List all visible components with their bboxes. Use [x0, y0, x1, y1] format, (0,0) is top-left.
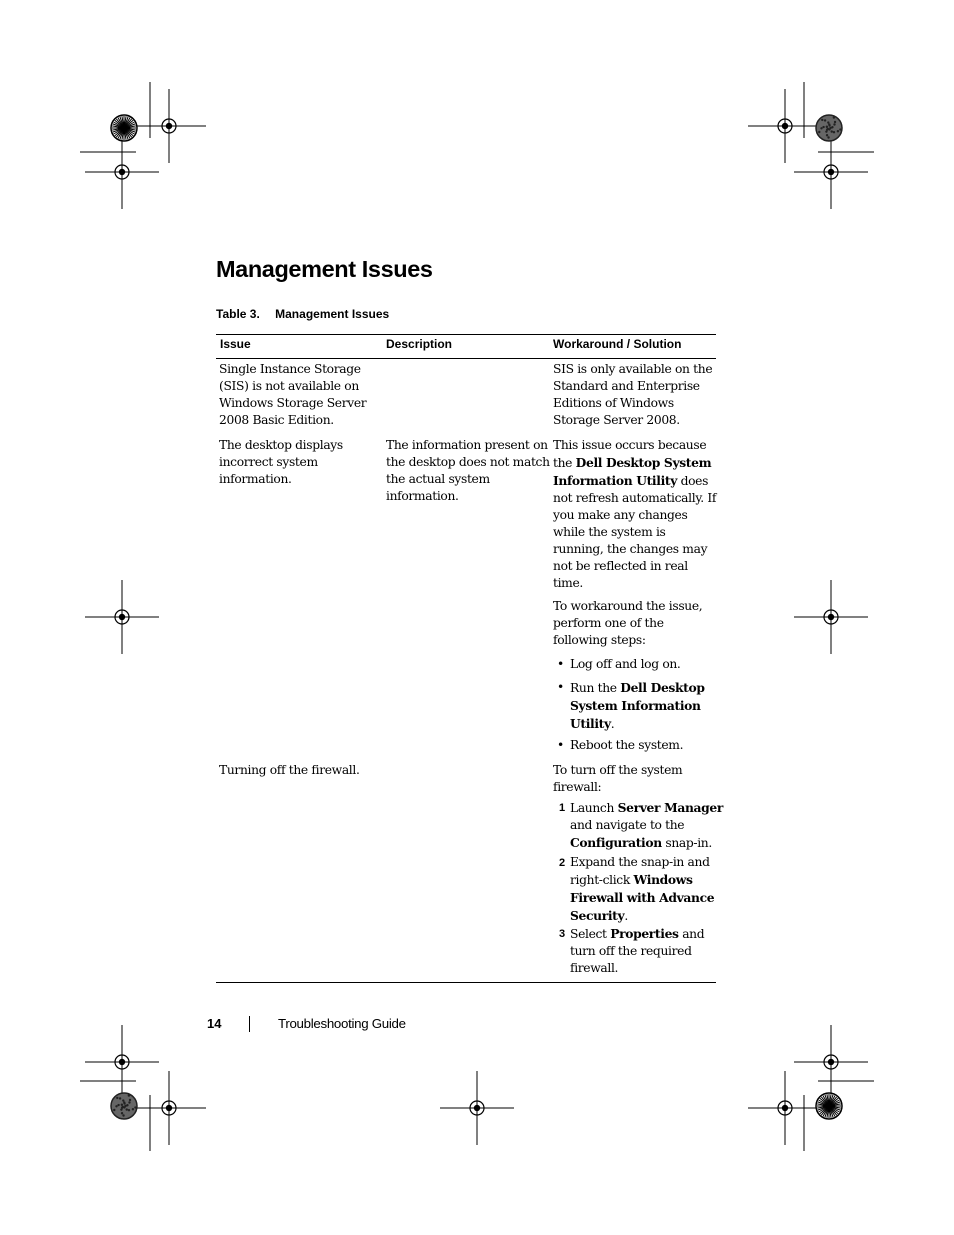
footer-title: Troubleshooting Guide	[278, 1016, 406, 1031]
table-header-rule	[216, 358, 716, 359]
row2-solution-steps-intro: To workaround the issue, perform one of the following steps:	[553, 599, 703, 647]
row1-issue: Single Instance Storage (SIS) is not available on Windows Storage Server 2008 Basic Edition.	[219, 362, 367, 427]
table-caption-title: Management Issues	[275, 307, 390, 321]
row2-issue: The desktop displays incorrect system information.	[219, 438, 343, 486]
table-caption-label: Table 3.	[216, 307, 260, 321]
page-heading: Management Issues	[216, 256, 433, 282]
row3-issue: Turning off the firewall.	[219, 763, 360, 777]
row3-solution-intro: To turn off the system firewall:	[553, 763, 683, 794]
table-top-rule	[216, 334, 716, 335]
bullet-log-off: • Log off and log on.	[557, 657, 681, 671]
step-3: 3 Select Properties and turn off the required firewall.	[559, 926, 705, 975]
bullet-reboot: • Reboot the system.	[557, 738, 684, 752]
row2-description: The information present on the desktop does not match the actual system information.	[386, 438, 550, 503]
footer-separator	[249, 1016, 250, 1032]
header-description: Description	[386, 337, 453, 351]
header-issue: Issue	[220, 337, 251, 351]
table-bottom-rule	[216, 982, 716, 983]
header-solution: Workaround / Solution	[553, 337, 682, 351]
table-caption	[216, 307, 389, 321]
step-2: 2 Expand the snap-in and right-click Windows Firewall with Advance Security.	[559, 855, 715, 923]
bullet-run-utility: • Run the Dell Desktop System Information Utility.	[557, 680, 705, 731]
row1-solution: SIS is only available on the Standard and Enterprise Editions of Windows Storage Server 2008.	[553, 362, 713, 427]
row2-solution-explanation: This issue occurs because the Dell Desktop System Information Utility does not refresh automatically. If you make any changes while the system is running, the changes may not be reflected in real time.	[553, 438, 717, 590]
step-1: 1 Launch Server Manager and navigate to the Configuration snap-in.	[559, 800, 724, 850]
page-number: 14	[207, 1016, 222, 1031]
